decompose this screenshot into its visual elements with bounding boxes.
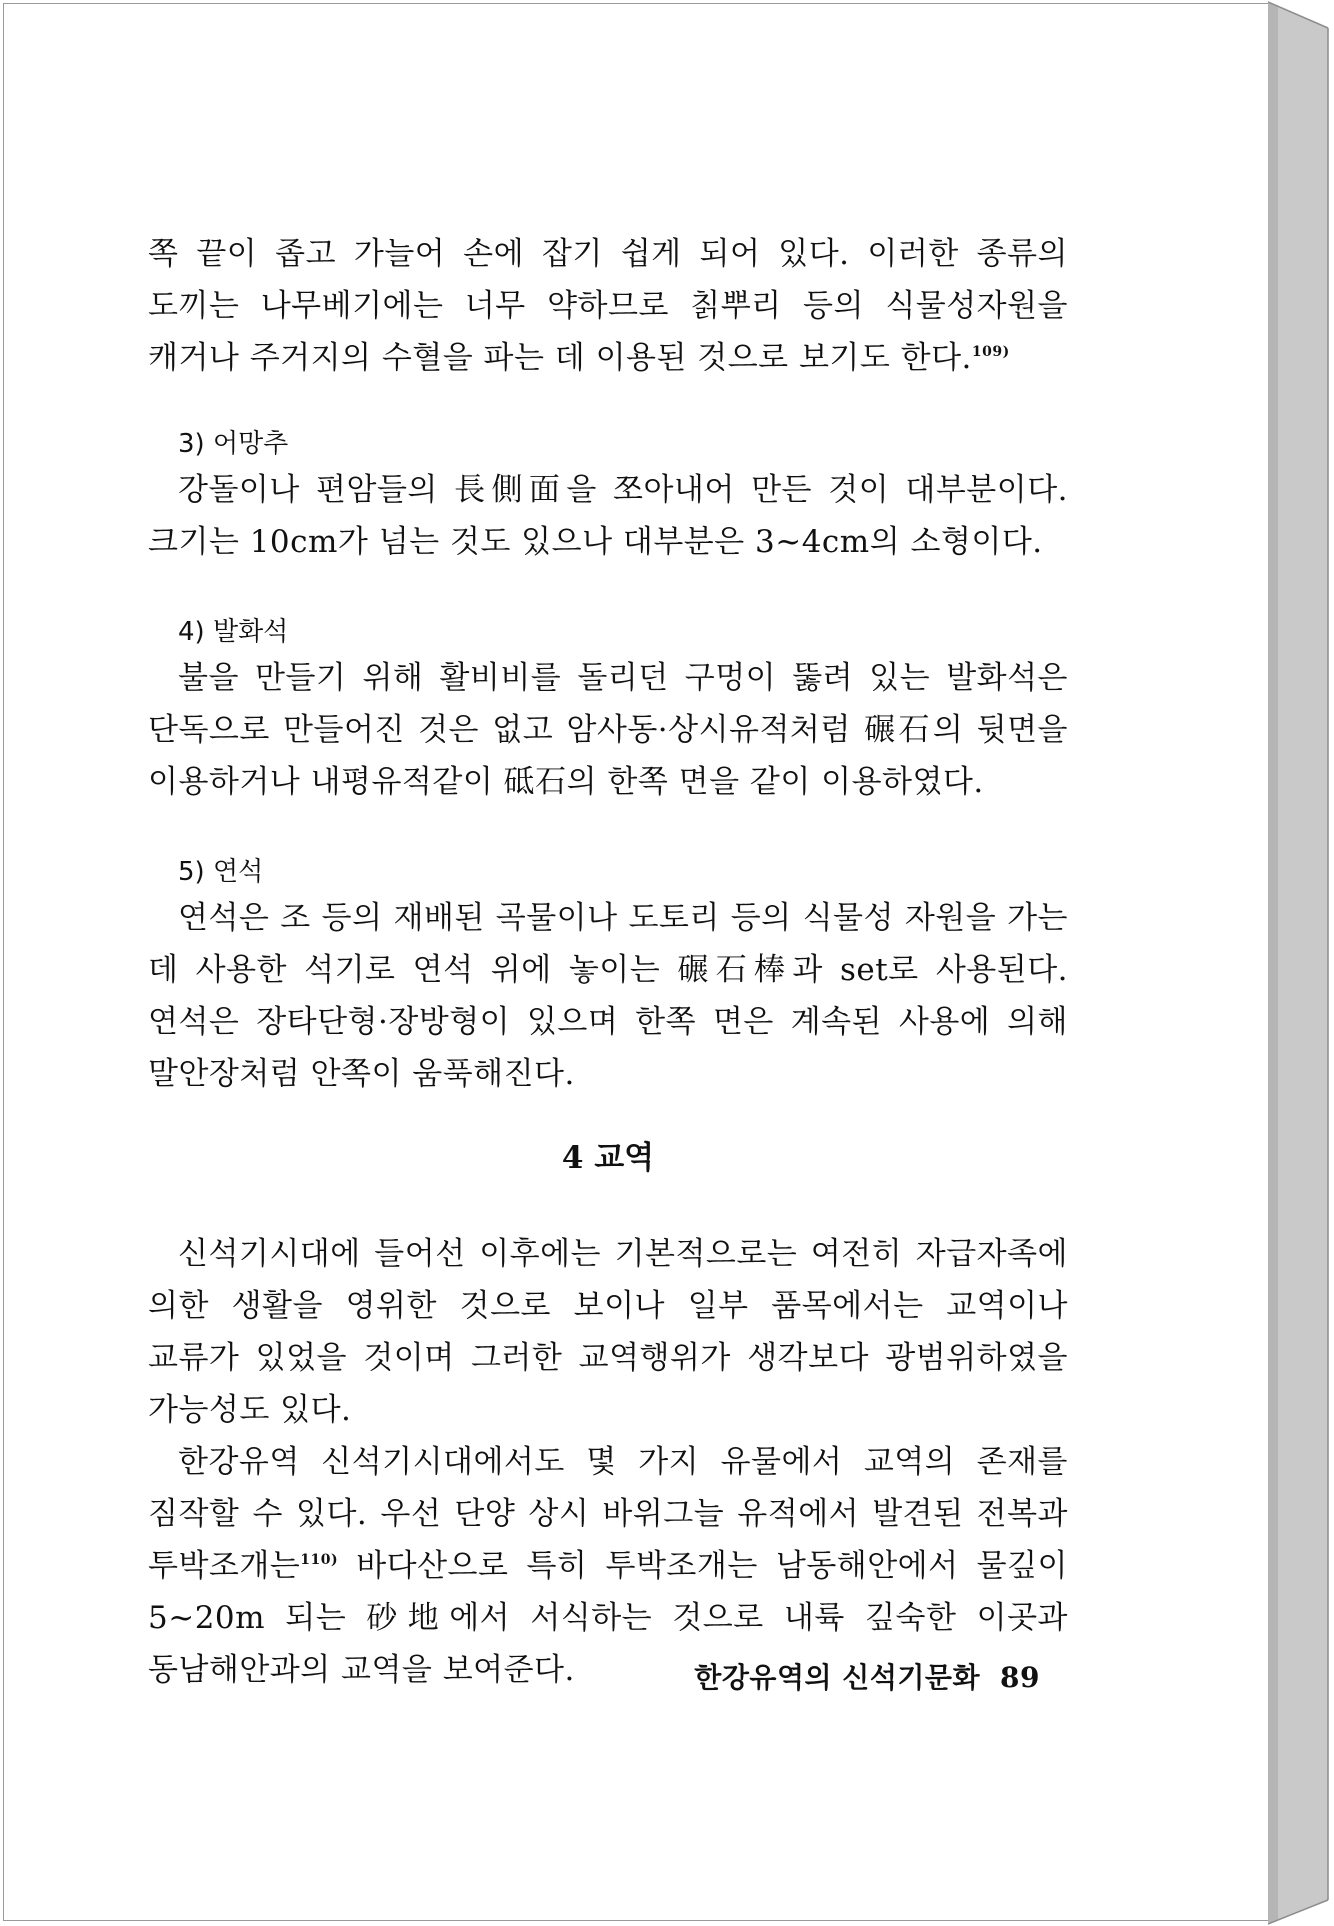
heading-grinding-stone: 5) 연석: [178, 857, 264, 887]
paragraph-grinding-stone: 연석은 조 등의 재배된 곡물이나 도토리 등의 식물성 자원을 가는 데 사용한 석기로 연석 위에 놓이는 碾石棒과 set로 사용된다. 연석은 장타단형·장방형이 있으며 한쪽 면은 계속된 사용에 의해 말안장처럼 안쪽이 움푹해진다.: [148, 900, 1068, 1092]
page-edge-shadow: [1268, 0, 1334, 1926]
heading-fire-stone: 4) 발화석: [178, 617, 289, 647]
page-body: [148, 228, 1068, 1696]
paragraph-intro: [148, 228, 1068, 384]
page-number: 89: [1000, 1661, 1040, 1694]
section-title-trade: 4 교역: [561, 1140, 655, 1176]
page-footer: [600, 1656, 1040, 1696]
paragraph-trade-2-text-b: 바다산으로 특히 투박조개는 남동해안에서 물깊이 5~20m 되는 砂地에서 서식하는 것으로 내륙 깊숙한 이곳과 동남해안과의 교역을 보여준다.: [148, 1548, 1068, 1688]
paragraph-fire-stone: 불을 만들기 위해 활비비를 돌리던 구멍이 뚫려 있는 발화석은 단독으로 만들어진 것은 없고 암사동·상시유적처럼 碾石의 뒷면을 이용하거나 내평유적같이 砥石의 한쪽 면을 같이 이용하였다.: [148, 660, 1068, 800]
footnote-ref-110: 110): [300, 1552, 339, 1568]
paragraph-trade-1: 신석기시대에 들어선 이후에는 기본적으로는 여전히 자급자족에 의한 생활을 영위한 것으로 보이나 일부 품목에서는 교역이나 교류가 있었을 것이며 그러한 교역행위가 생각보다 광범위하였을 가능성도 있다.: [148, 1236, 1068, 1428]
paragraph-trade-2-text-a: 한강유역 신석기시대에서도 몇 가지 유물에서 교역의 존재를 짐작할 수 있다. 우선 단양 상시 바위그늘 유적에서 발견된 전복과 투박조개는: [148, 1444, 1068, 1584]
heading-fishing-sinker: 3) 어망추: [178, 429, 289, 459]
footnote-ref-109: 109): [971, 344, 1010, 360]
paragraph-intro-text: 쪽 끝이 좁고 가늘어 손에 잡기 쉽게 되어 있다. 이러한 종류의 도끼는 나무베기에는 너무 약하므로 칡뿌리 등의 식물성자원을 캐거나 주거지의 수혈을 파는 데 이용된 것으로 보기도 한다.: [148, 236, 1068, 376]
running-title: 한강유역의 신석기문화: [694, 1661, 981, 1694]
paragraph-fishing-sinker: 강돌이나 편암들의 長側面을 쪼아내어 만든 것이 대부분이다. 크기는 10cm가 넘는 것도 있으나 대부분은 3~4cm의 소형이다.: [148, 472, 1068, 560]
